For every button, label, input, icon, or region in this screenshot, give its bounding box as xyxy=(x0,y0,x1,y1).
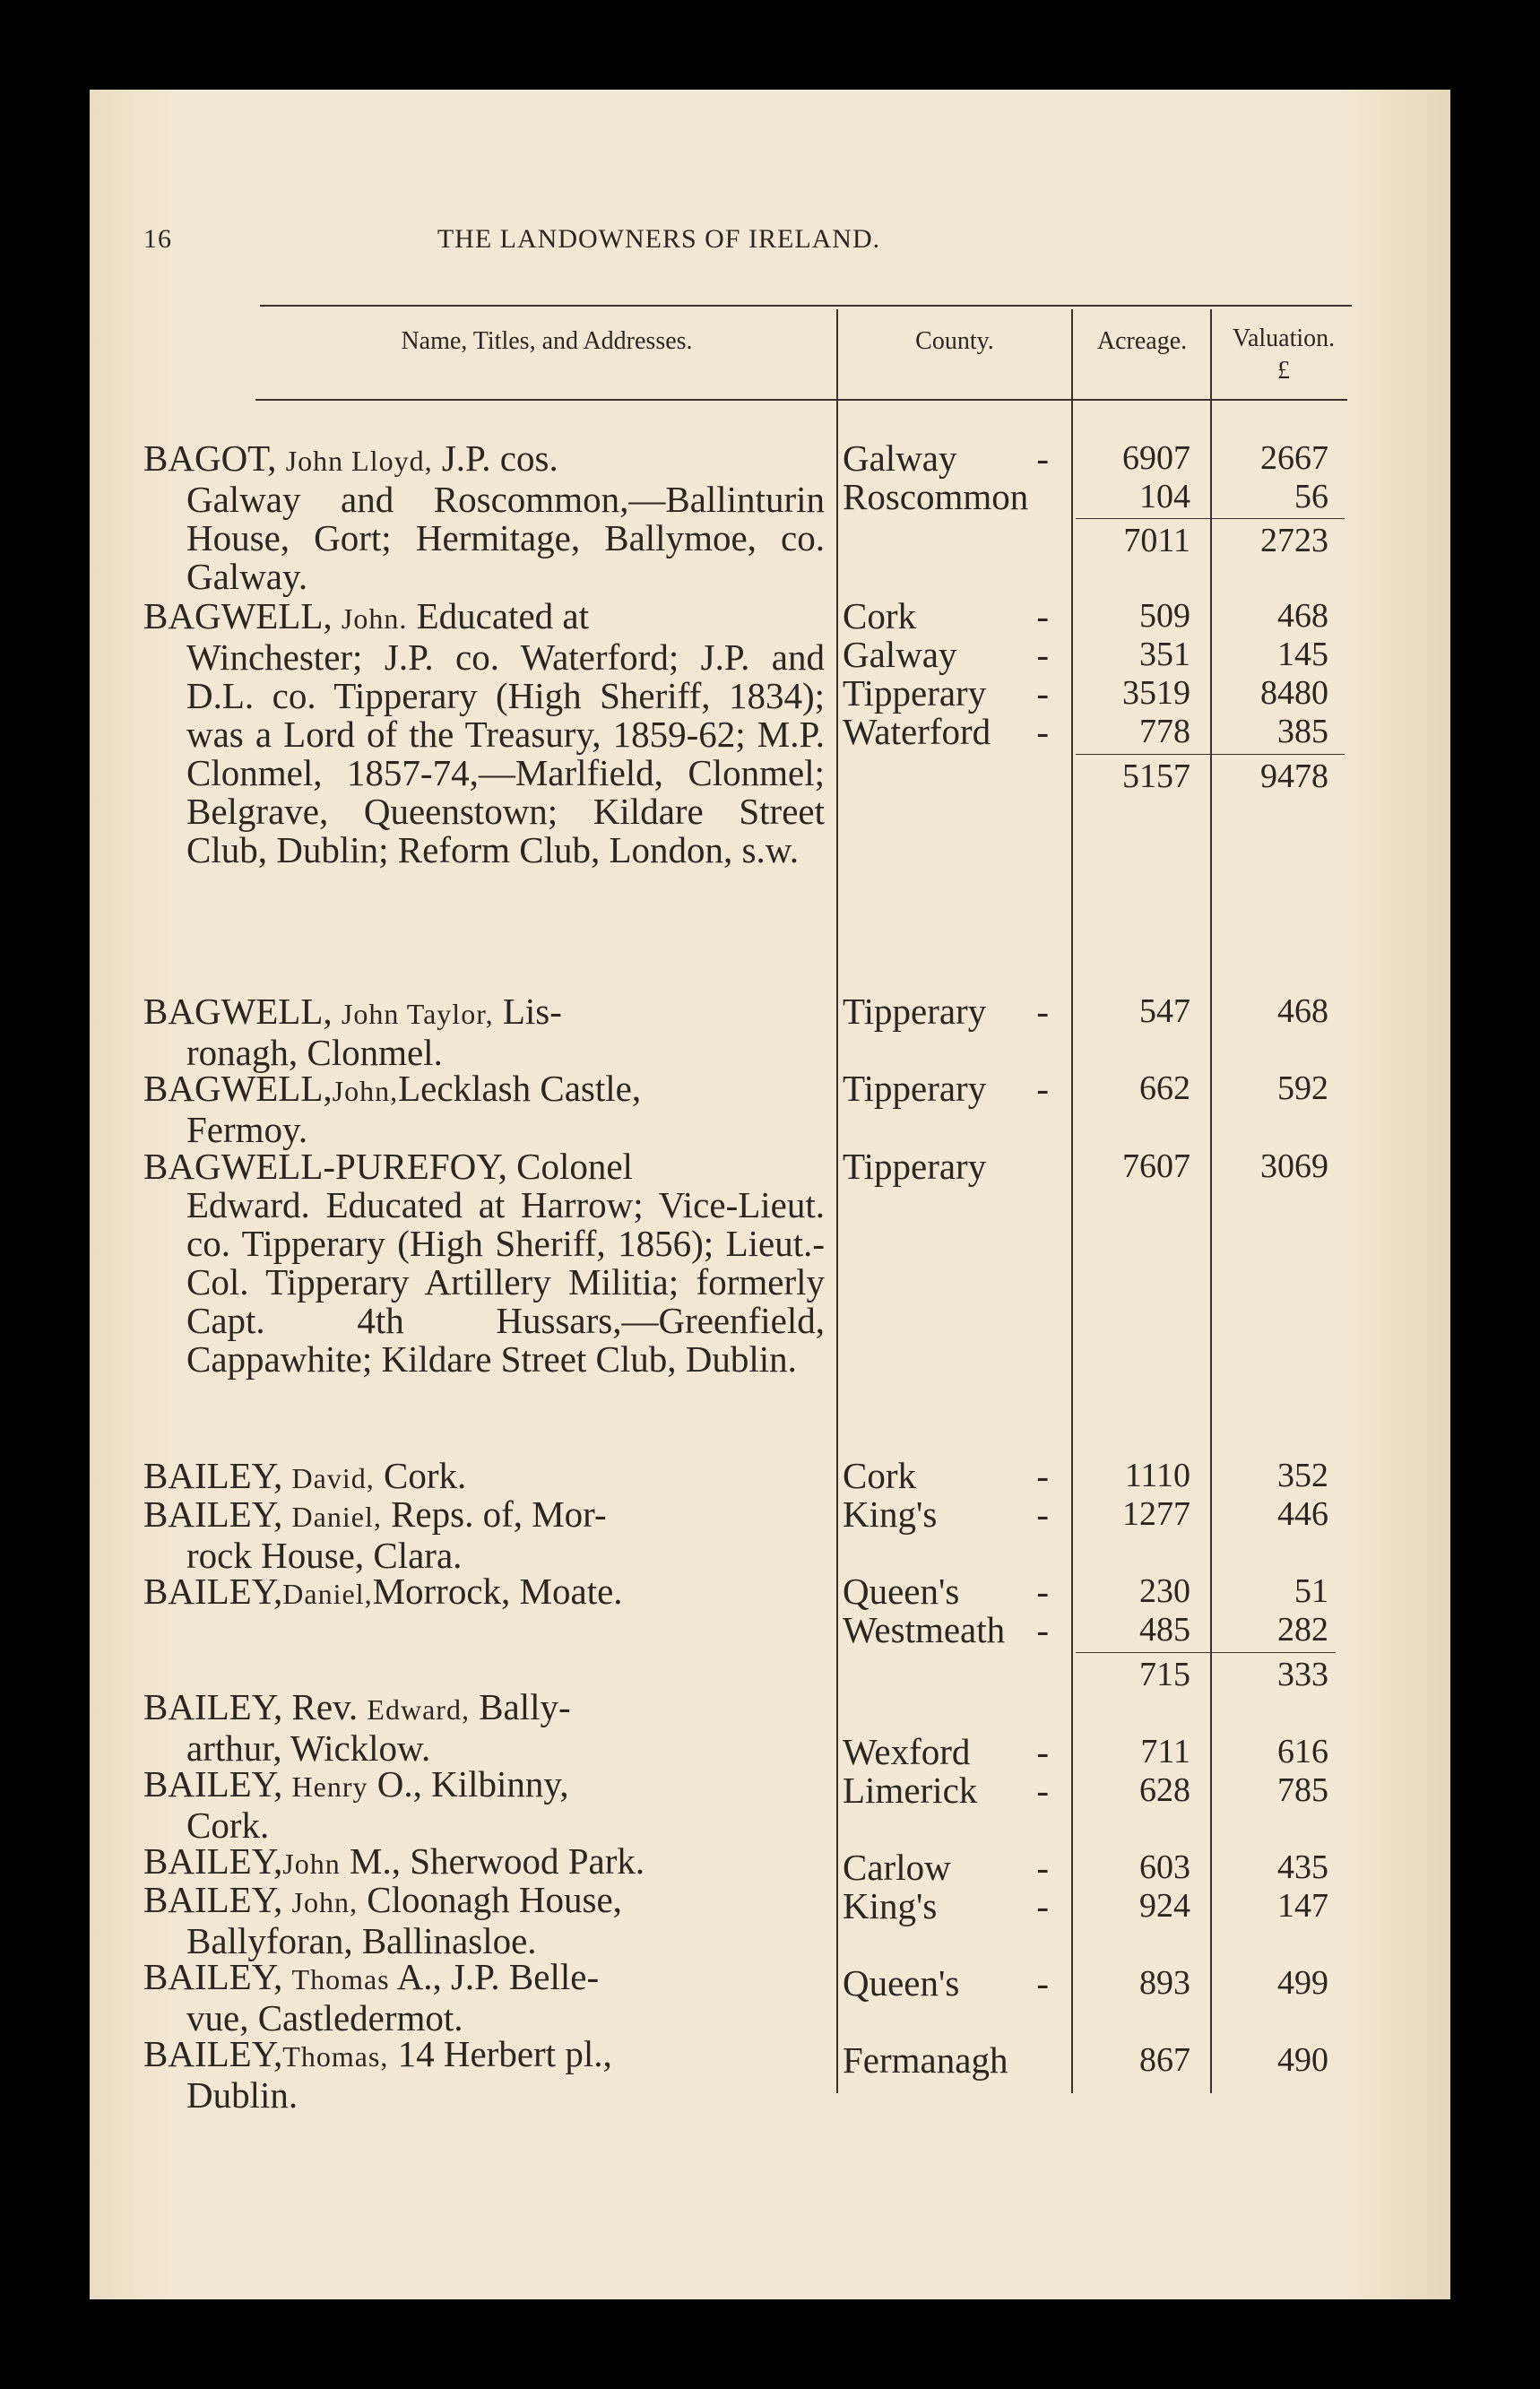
county-cell: Limerick - xyxy=(843,1770,1049,1811)
valuation-cell: 616 xyxy=(1277,1733,1328,1770)
page-number: 16 xyxy=(143,224,172,254)
valuation-cell: 385 xyxy=(1277,713,1328,750)
acreage-cell: 485 xyxy=(1139,1611,1190,1649)
total-rule xyxy=(1076,518,1345,519)
valuation-cell: 352 xyxy=(1277,1457,1328,1494)
valuation-cell: 592 xyxy=(1277,1069,1328,1107)
header-rule xyxy=(260,305,1352,307)
acreage-cell: 867 xyxy=(1139,2041,1190,2079)
entry-bailey-thomas-herbert: BAILEY,Thomas, 14 Herbert pl., Dublin. xyxy=(143,2033,612,2116)
valuation-cell: 147 xyxy=(1277,1887,1328,1925)
acreage-cell: 547 xyxy=(1139,992,1190,1030)
valuation-cell: 2667 xyxy=(1260,439,1328,477)
acreage-cell: 230 xyxy=(1139,1572,1190,1610)
acreage-cell: 778 xyxy=(1139,713,1190,750)
total-rule xyxy=(1076,754,1345,755)
entry-bagwell-john-taylor: BAGWELL, John Taylor, Lis- ronagh, Clonmel. xyxy=(143,991,562,1073)
acreage-total: 715 xyxy=(1139,1656,1190,1693)
valuation-cell: 3069 xyxy=(1260,1147,1328,1185)
subheader-rule xyxy=(255,399,1347,401)
column-divider-3 xyxy=(1210,309,1212,2093)
county-cell: King's - xyxy=(843,1493,1049,1535)
valuation-cell: 468 xyxy=(1277,597,1328,635)
valuation-unit: £ xyxy=(1277,357,1290,385)
entry-bagwell-john-lecklash: BAGWELL,John,Lecklash Castle, Fermoy. xyxy=(143,1068,642,1150)
acreage-total: 5157 xyxy=(1122,757,1190,795)
total-rule xyxy=(1076,1652,1336,1653)
valuation-cell: 490 xyxy=(1277,2041,1328,2079)
county-cell: Roscommon xyxy=(843,476,1029,517)
acreage-cell: 7607 xyxy=(1122,1147,1190,1185)
county-cell: Tipperary - xyxy=(843,991,1049,1032)
valuation-cell: 785 xyxy=(1277,1771,1328,1809)
county-cell: Tipperary - xyxy=(843,1068,1049,1109)
acreage-cell: 1277 xyxy=(1122,1495,1190,1533)
entry-bailey-john-cloonagh: BAILEY, John, Cloonagh House, Ballyforan, Ballinasloe. xyxy=(143,1879,622,1961)
valuation-cell: 145 xyxy=(1277,636,1328,673)
acreage-cell: 351 xyxy=(1139,636,1190,673)
county-cell: Galway - xyxy=(843,437,1049,479)
county-cell: Tipperary - xyxy=(843,672,1049,714)
valuation-cell: 51 xyxy=(1294,1572,1328,1610)
county-cell: Carlow - xyxy=(843,1847,1049,1888)
county-cell: Waterford - xyxy=(843,711,1049,752)
column-header-acreage: Acreage. xyxy=(1096,327,1188,355)
county-cell: Cork - xyxy=(843,1455,1049,1496)
entry-bailey-rev-edward: BAILEY, Rev. Edward, Bally- arthur, Wicklow. xyxy=(143,1686,571,1769)
column-header-county: County. xyxy=(915,327,994,355)
running-title: THE LANDOWNERS OF IRELAND. xyxy=(437,224,881,254)
acreage-total: 7011 xyxy=(1123,522,1190,559)
entry-bailey-john-m: BAILEY,John M., Sherwood Park. xyxy=(143,1840,645,1882)
valuation-label: Valuation. xyxy=(1232,325,1336,352)
county-cell: Cork - xyxy=(843,595,1049,636)
entry-bagwell-purefoy: BAGWELL-PUREFOY, Colonel Edward. Educated at Harrow; Vice-Lieut. co. Tipperary (High Sheriff, 1856); Lieut.-Col. Tipperary Artillery Militia; formerly Capt. 4th Hussars,—Greenfield, Cappawhite; Kildare Street Club, Dublin. xyxy=(143,1146,825,1380)
valuation-cell: 499 xyxy=(1277,1964,1328,2002)
county-cell: Fermanagh xyxy=(843,2039,1008,2081)
running-header xyxy=(143,224,1282,255)
county-cell: Galway - xyxy=(843,634,1049,675)
valuation-cell: 435 xyxy=(1277,1848,1328,1886)
county-cell: Westmeath - xyxy=(843,1609,1049,1650)
column-header-name: Name, Titles, and Addresses. xyxy=(401,327,693,355)
acreage-cell: 711 xyxy=(1140,1733,1190,1770)
county-cell: King's - xyxy=(843,1885,1049,1926)
valuation-cell: 468 xyxy=(1277,992,1328,1030)
column-divider-1 xyxy=(836,309,838,2093)
acreage-cell: 104 xyxy=(1139,478,1190,515)
county-cell: Wexford - xyxy=(843,1731,1049,1772)
column-header-valuation xyxy=(1212,323,1355,387)
county-cell: Tipperary xyxy=(843,1146,987,1187)
acreage-cell: 893 xyxy=(1139,1964,1190,2002)
valuation-cell: 8480 xyxy=(1260,674,1328,712)
valuation-total: 333 xyxy=(1277,1656,1328,1693)
valuation-cell: 56 xyxy=(1294,478,1328,515)
valuation-total: 9478 xyxy=(1260,757,1328,795)
column-divider-2 xyxy=(1071,309,1073,2093)
entry-bagot-john-lloyd: BAGOT, John Lloyd, J.P. cos. Galway and Roscommon,—Ballinturin House, Gort; Hermitage, Ballymoe, co. Galway. xyxy=(143,437,825,597)
acreage-cell: 628 xyxy=(1139,1771,1190,1809)
entry-bailey-thomas-a: BAILEY, Thomas A., J.P. Belle- vue, Castledermot. xyxy=(143,1956,600,2038)
acreage-cell: 1110 xyxy=(1124,1457,1190,1494)
valuation-total: 2723 xyxy=(1260,522,1328,559)
valuation-cell: 282 xyxy=(1277,1611,1328,1649)
acreage-cell: 924 xyxy=(1139,1887,1190,1925)
entry-bailey-daniel-reps: BAILEY, Daniel, Reps. of, Mor- rock House, Clara. xyxy=(143,1493,607,1576)
county-cell: Queen's - xyxy=(843,1962,1049,2004)
valuation-cell: 446 xyxy=(1277,1495,1328,1533)
acreage-cell: 603 xyxy=(1139,1848,1190,1886)
acreage-cell: 6907 xyxy=(1122,439,1190,477)
acreage-cell: 662 xyxy=(1139,1069,1190,1107)
entry-bagwell-john: BAGWELL, John. Educated at Winchester; J.P. co. Waterford; J.P. and D.L. co. Tipperary (High Sheriff, 1834); was a Lord of the Treasury, 1859-62; M.P. Clonmel, 1857-74,—Marlfield, Clonmel; Belgrave, Queenstown; Kildare Street Club, Dublin; Reform Club, London, s.w. xyxy=(143,595,825,870)
entry-bailey-henry: BAILEY, Henry O., Kilbinny, Cork. xyxy=(143,1763,569,1846)
entry-bailey-david: BAILEY, David, Cork. xyxy=(143,1455,467,1496)
entry-bailey-daniel-moate: BAILEY,Daniel,Morrock, Moate. xyxy=(143,1571,623,1612)
county-cell: Queen's - xyxy=(843,1571,1049,1612)
acreage-cell: 3519 xyxy=(1122,674,1190,712)
acreage-cell: 509 xyxy=(1139,597,1190,635)
